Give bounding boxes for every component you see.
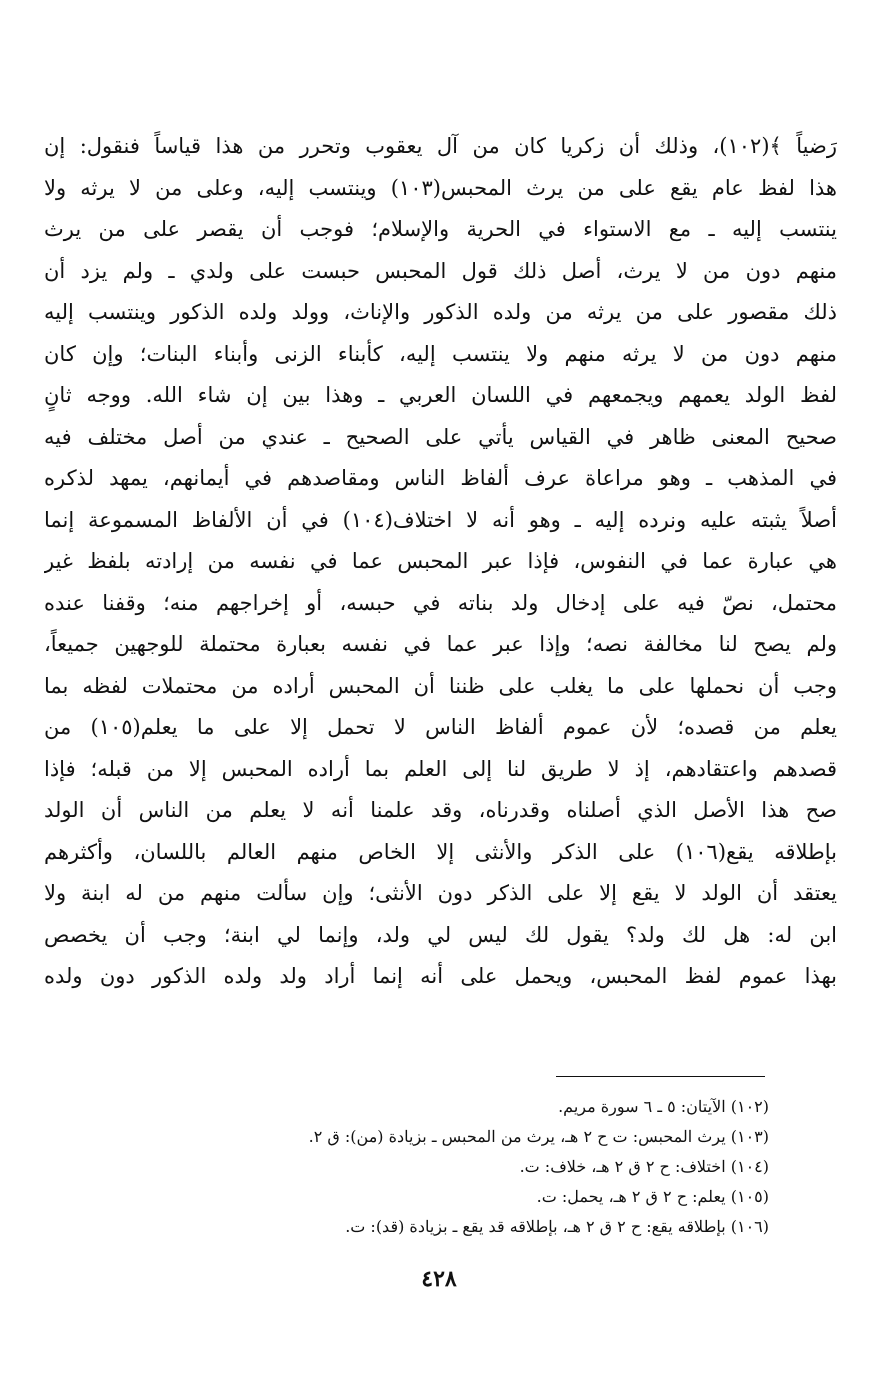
footnote: (١٠٦) بإطلاقه يقع: ح ٢ ق ٢ هـ، بإطلاقه قد يقع ـ بزيادة (قد): ت.: [345, 1217, 769, 1236]
text-line: ابن له: هل لك ولد؟ يقول لك ليس لي ولد، وإنما لي ابنة؛ وجب أن يخصص: [44, 922, 837, 947]
text-line: محتمل، نصّ فيه على إدخال ولد بناته في حبسه، أو إخراجهم منه؛ وقفنا عنده: [44, 590, 837, 615]
footnote: (١٠٢) الآيتان: ٥ ـ ٦ سورة مريم.: [558, 1097, 769, 1116]
text-line: قصدهم واعتقادهم، إذ لا طريق لنا إلى العلم بما أراده المحبس إلا من قبله؛ فإذا: [44, 756, 837, 781]
text-line: لفظ الولد يعمهم ويجمعهم في اللسان العربي ـ وهذا بين إن شاء الله. ووجه ثانٍ: [44, 383, 837, 407]
text-line: هذا لفظ عام يقع على من يرث المحبس(١٠٣) وينتسب إليه، وعلى من لا يرثه ولا: [44, 175, 837, 200]
footnote-divider: [556, 1076, 765, 1077]
text-line: صحيح المعنى ظاهر في القياس يأتي على الصحيح ـ عندي من أصل مختلف فيه: [44, 424, 837, 449]
text-line: ذلك مقصور على من يرثه من ولده الذكور والإناث، وولد ولده الذكور وينتسب إليه: [44, 300, 837, 324]
main-text: [44, 126, 837, 998]
page-number: ٤٢٨: [421, 1266, 457, 1292]
text-line: وجب أن نحملها على ما يغلب على ظننا أن المحبس أراده من محتملات لفظه بما: [44, 673, 837, 698]
text-line: بهذا عموم لفظ المحبس، ويحمل على أنه إنما أراد ولد ولده الذكور دون ولده: [44, 964, 837, 988]
text-line: بإطلاقه يقع(١٠٦) على الذكر والأنثى إلا الخاص منهم العالم باللسان، وأكثرهم: [44, 839, 837, 864]
text-line: أصلاً يثبته عليه ونرده إليه ـ وهو أنه لا اختلاف(١٠٤) في أن الألفاظ المسموعة إنما: [44, 507, 837, 532]
text-line: هي عبارة عما في النفوس، فإذا عبر المحبس عما في نفسه من إرادته بلفظ غير: [44, 549, 837, 573]
text-line: منهم دون من لا يرث، أصل ذلك قول المحبس حبست على ولدي ـ ولم يزد أن: [44, 258, 837, 283]
text-line: ولم يصح لنا مخالفة نصه؛ وإذا عبر عما في نفسه بعبارة محتملة للوجهين جميعاً،: [44, 632, 837, 656]
footnote: (١٠٣) يرث المحبس: ت ح ٢ هـ، يرث من المحبس ـ بزيادة (من): ق ٢.: [308, 1127, 769, 1146]
footnote: (١٠٥) يعلم: ح ٢ ق ٢ هـ، يحمل: ت.: [536, 1187, 769, 1206]
text-line: في المذهب ـ وهو مراعاة عرف ألفاظ الناس ومقاصدهم في أيمانهم، يمهد لذكره: [44, 466, 837, 490]
footnote: (١٠٤) اختلاف: ح ٢ ق ٢ هـ، خلاف: ت.: [519, 1157, 769, 1176]
text-line: ينتسب إليه ـ مع الاستواء في الحرية والإسلام؛ فوجب أن يقصر على من يرث: [44, 217, 837, 241]
text-line: رَضياً ﴾(١٠٢)، وذلك أن زكريا كان من آل يعقوب وتحرر من هذا قياساً فنقول: إن: [44, 134, 837, 158]
text-line: يعتقد أن الولد لا يقع إلا على الذكر دون الأنثى؛ وإن سألت منهم من له ابنة ولا: [44, 881, 837, 905]
footnotes: [119, 1092, 769, 1242]
text-line: صح هذا الأصل الذي أصلناه وقدرناه، وقد علمنا أنه لا يعلم من الناس أن الولد: [44, 798, 837, 822]
text-line: يعلم من قصده؛ لأن عموم ألفاظ الناس لا تحمل إلا على ما يعلم(١٠٥) من: [44, 715, 837, 739]
text-line: منهم دون من لا يرثه منهم ولا ينتسب إليه، كأبناء الزنى وأبناء البنات؛ وإن كان: [44, 341, 837, 366]
